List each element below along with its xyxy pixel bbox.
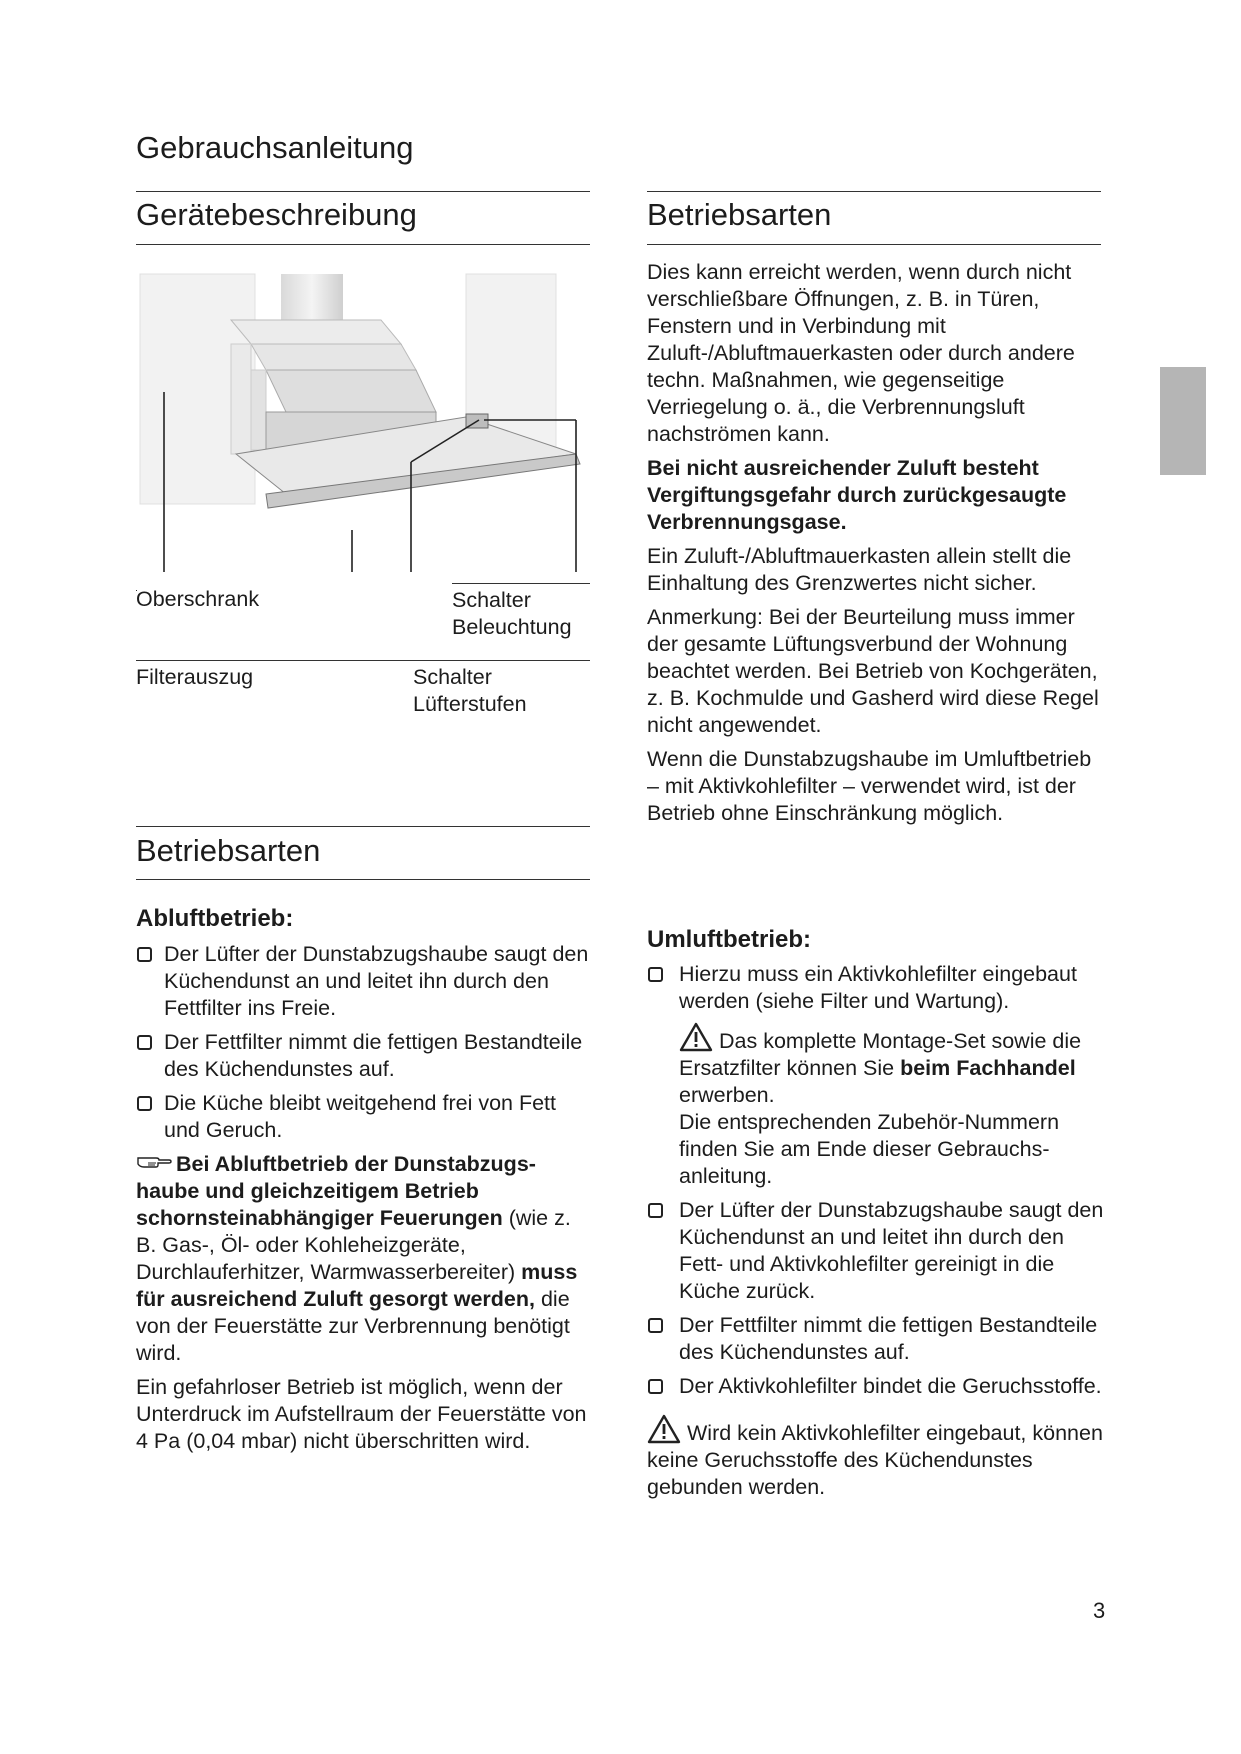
subheading-abluftbetrieb: Abluftbetrieb: — [136, 905, 294, 932]
checkbox-icon — [137, 1035, 152, 1050]
section-title-geraetebeschreibung: Gerätebeschreibung — [136, 197, 417, 232]
warning-icon — [647, 1414, 681, 1444]
section-title-betriebsarten-right: Betriebsarten — [647, 197, 832, 232]
subheading-umluftbetrieb: Umluftbetrieb: — [647, 926, 811, 953]
list-item: Der Fettfilter nimmt die fettigen Bestandteile des Küchendunstes auf. — [647, 1312, 1105, 1366]
abluft-section — [136, 941, 592, 1455]
list-item: Der Aktivkohlefilter bindet die Geruchsstoffe. — [647, 1373, 1105, 1400]
section-title-betriebsarten-left: Betriebsarten — [136, 833, 321, 868]
range-hood-illustration — [136, 272, 586, 572]
poisoning-warning: Bei nicht ausreichender Zuluft besteht Vergiftungsgefahr durch zurückgesaugte Verbrennungsgase. — [647, 456, 1067, 534]
divider — [136, 879, 590, 880]
right-intro — [647, 259, 1105, 827]
label-schalter-beleuchtung-line2: Beleuchtung — [452, 615, 572, 639]
umluft-section — [647, 961, 1105, 1501]
chapter-tab-marker — [1160, 367, 1206, 475]
paragraph: Ein Zuluft-/Abluftmauerkasten allein stellt die Einhaltung des Grenzwertes nicht sicher. — [647, 544, 1072, 595]
label-schalter-luefter-line1: Schalter — [413, 665, 492, 689]
label-oberschrank: Oberschrank — [136, 587, 260, 611]
warning-icon — [679, 1022, 713, 1052]
abluft-paragraph: Ein gefahrloser Betrieb ist möglich, wenn der Unterdruck im Aufstellraum der Feuerstätte von 4 Pa (0,04 mbar) nicht überschritten wird. — [136, 1375, 587, 1453]
paragraph: Dies kann erreicht werden, wenn durch nicht verschließbare Öffnungen, z. B. in Türen, Fenstern und in Verbindung mit Zuluft-/Abluftmauerkasten oder durch andere techn. Maßnahmen, wie gegenseitige Verriegelung o. ä., die Verbrennungsluft nachströmen kann. — [647, 260, 1075, 446]
divider — [136, 244, 590, 245]
divider — [136, 191, 590, 192]
checkbox-icon — [137, 1096, 152, 1111]
list-item: Der Fettfilter nimmt die fettigen Bestandteile des Küchendunstes auf. — [136, 1029, 592, 1083]
checkbox-icon — [648, 1203, 663, 1218]
accessory-hint: Das komplette Montage-Set sowie die Ersatzfilter können Sie beim Fachhandel erwerben. Die entsprechenden Zubehör-Nummern finden Sie am Ende dieser Gebrauchsanleitung. — [647, 1022, 1105, 1190]
checkbox-icon — [648, 967, 663, 982]
checkbox-icon — [648, 1318, 663, 1333]
document-title: Gebrauchsanleitung — [136, 130, 414, 165]
paragraph: Wenn die Dunstabzugshaube im Umluftbetrieb – mit Aktivkohlefilter – verwendet wird, ist der Betrieb ohne Einschränkung möglich. — [647, 747, 1092, 825]
divider — [452, 583, 590, 584]
label-schalter-luefter-line2: Lüfterstufen — [413, 692, 527, 716]
list-item: Der Lüfter der Dunstabzugshaube saugt den Küchendunst an und leitet ihn durch den Fettfilter ins Freie. — [136, 941, 592, 1022]
divider — [136, 826, 590, 827]
paragraph: Anmerkung: Bei der Beurteilung muss immer der gesamte Lüftungsverbund der Wohnung beachtet werden. Bei Betrieb von Kochgeräten, z. B. Kochmulde und Gasherd wird diese Regel nicht angewendet. — [647, 605, 1099, 737]
label-filterauszug: Filterauszug — [136, 665, 254, 689]
pointing-hand-icon — [136, 1151, 172, 1169]
divider — [647, 191, 1101, 192]
list-item: Hierzu muss ein Aktivkohlefilter eingebaut werden (siehe Filter und Wartung). — [647, 961, 1105, 1015]
page-number: 3 — [1093, 1598, 1106, 1623]
list-item: Der Lüfter der Dunstabzugshaube saugt den Küchendunst an und leitet ihn durch den Fett- und Aktivkohlefilter gereinigt in die Küche zurück. — [647, 1197, 1105, 1305]
checkbox-icon — [648, 1379, 663, 1394]
divider — [647, 244, 1101, 245]
charcoal-filter-warning: Wird kein Aktivkohlefilter eingebaut, können keine Geruchsstoffe des Küchendunstes gebunden werden. — [647, 1414, 1105, 1501]
abluft-safety-note: Bei Abluftbetrieb der Dunstabzugshaube und gleichzeitigem Betrieb schornsteinabhängiger Feuerungen (wie z. B. Gas-, Öl- oder Kohleheizgeräte, Durchlauferhitzer, Warmwasserbereiter) muss für ausreichend Zuluft gesorgt werden, die von der Feuerstätte zur Verbrennung benötigt wird. — [136, 1152, 578, 1365]
divider — [136, 660, 590, 661]
list-item: Die Küche bleibt weitgehend frei von Fett und Geruch. — [136, 1090, 592, 1144]
label-schalter-beleuchtung-line1: Schalter — [452, 588, 531, 612]
checkbox-icon — [137, 947, 152, 962]
